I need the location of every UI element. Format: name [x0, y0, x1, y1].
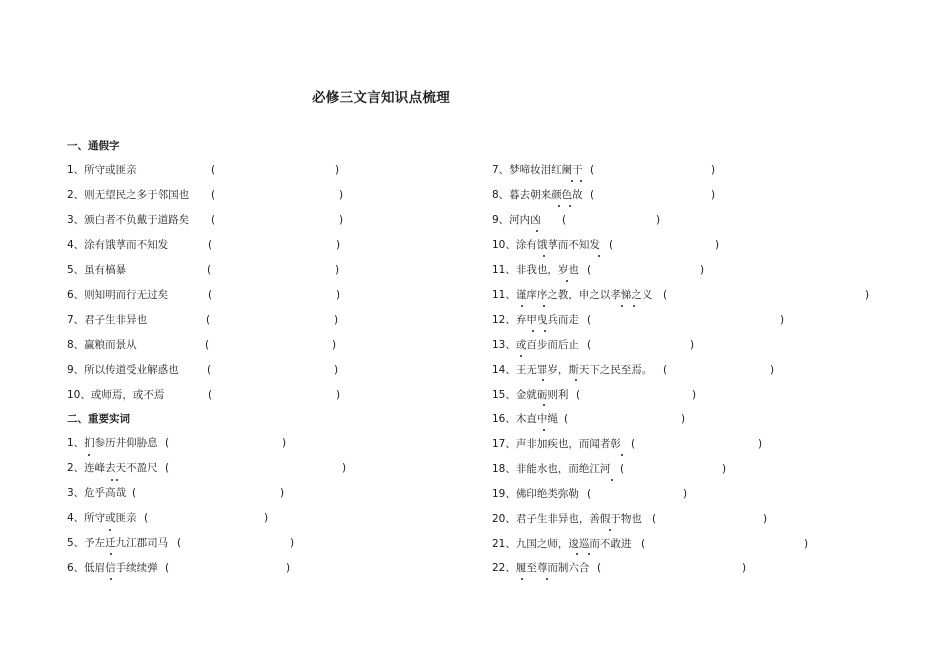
right-answer-open-paren: ( [564, 413, 569, 425]
emphasis-dot [532, 330, 534, 332]
right-item-text: 11、谨庠序之教，申之以孝悌之义 [492, 289, 653, 301]
left-answer-close-paren: ) [336, 239, 341, 251]
left-answer-open-paren: ( [177, 537, 182, 549]
left-answer-close-paren: ) [342, 462, 347, 474]
emphasis-dot [588, 553, 590, 555]
left-item-text: 9、所以传道受业解惑也 [67, 364, 179, 376]
right-item-text: 22、履至尊而制六合 [492, 562, 590, 574]
right-answer-open-paren: ( [620, 463, 625, 475]
right-answer-close-paren: ) [690, 339, 695, 351]
right-answer-open-paren: ( [652, 513, 657, 525]
emphasis-dot [544, 330, 546, 332]
emphasis-dot [621, 454, 623, 456]
left-item-text: 4、涂有饿莩而不知发 [67, 239, 169, 251]
left-answer-close-paren: ) [336, 289, 341, 301]
right-answer-open-paren: ( [597, 562, 602, 574]
right-answer-close-paren: ) [715, 239, 720, 251]
right-item-text: 14、王无罪岁，斯天下之民至焉。 [492, 364, 653, 376]
emphasis-dot [543, 255, 545, 257]
left-answer-open-paren: ( [205, 339, 210, 351]
left-answer-close-paren: ) [286, 562, 291, 574]
emphasis-dot [543, 429, 545, 431]
right-item-text: 11、非我也，岁也 [492, 264, 579, 276]
left-item-text: 7、君子生非异也 [67, 314, 148, 326]
right-item-text: 20、君子生非异也，善假于物也 [492, 513, 642, 525]
right-answer-open-paren: ( [587, 339, 592, 351]
emphasis-dot [611, 479, 613, 481]
emphasis-dot [580, 180, 582, 182]
right-answer-close-paren: ) [722, 463, 727, 475]
emphasis-dot [571, 180, 573, 182]
right-answer-open-paren: ( [562, 214, 567, 226]
emphasis-dot [575, 379, 577, 381]
right-answer-close-paren: ) [692, 389, 697, 401]
right-item-text: 13、或百步而后止 [492, 339, 579, 351]
emphasis-dot [543, 305, 545, 307]
section-heading-shici: 二、重要实词 [67, 413, 130, 425]
left-answer-open-paren: ( [207, 364, 212, 376]
left-item-text: 6、低眉信手续续弹 [67, 562, 158, 574]
emphasis-dot [521, 305, 523, 307]
left-answer-close-paren: ) [282, 437, 287, 449]
emphasis-dot [536, 230, 538, 232]
emphasis-dot [566, 280, 568, 282]
emphasis-dot [569, 205, 571, 207]
right-answer-close-paren: ) [656, 214, 661, 226]
right-item-text: 12、弃甲曳兵而走 [492, 314, 579, 326]
left-answer-open-paren: ( [208, 389, 213, 401]
left-item-text: 2、连峰去天不盈尺 [67, 462, 158, 474]
left-item-text: 6、则知明而行无过矣 [67, 289, 169, 301]
left-answer-open-paren: ( [132, 487, 137, 499]
right-answer-open-paren: ( [587, 314, 592, 326]
emphasis-dot [543, 404, 545, 406]
left-answer-open-paren: ( [144, 512, 149, 524]
emphasis-dot [598, 255, 600, 257]
left-item-text: 10、或师焉，或不焉 [67, 389, 165, 401]
right-item-text: 15、金就砺则利 [492, 389, 569, 401]
right-item-text: 19、佛印绝类弥勒 [492, 488, 579, 500]
left-answer-open-paren: ( [165, 437, 170, 449]
left-answer-close-paren: ) [335, 164, 340, 176]
left-answer-close-paren: ) [280, 487, 285, 499]
right-answer-close-paren: ) [804, 538, 809, 550]
emphasis-dot [109, 529, 111, 531]
right-answer-close-paren: ) [742, 562, 747, 574]
right-answer-open-paren: ( [663, 364, 668, 376]
emphasis-dot [111, 479, 113, 481]
right-answer-close-paren: ) [711, 189, 716, 201]
emphasis-dot [576, 553, 578, 555]
left-answer-open-paren: ( [211, 164, 216, 176]
right-item-text: 16、木直中绳 [492, 413, 558, 425]
left-answer-close-paren: ) [264, 512, 269, 524]
right-answer-open-paren: ( [587, 264, 592, 276]
section-heading-tongjia: 一、通假字 [67, 140, 120, 152]
left-answer-close-paren: ) [335, 264, 340, 276]
left-item-text: 2、则无望民之多于邻国也 [67, 189, 190, 201]
right-answer-close-paren: ) [780, 314, 785, 326]
right-answer-open-paren: ( [641, 538, 646, 550]
left-answer-close-paren: ) [339, 189, 344, 201]
left-item-text: 8、赢粮而景从 [67, 339, 137, 351]
left-answer-open-paren: ( [165, 562, 170, 574]
right-answer-close-paren: ) [711, 164, 716, 176]
emphasis-dot [521, 578, 523, 580]
right-item-text: 18、非能水也，而绝江河 [492, 463, 611, 475]
left-answer-open-paren: ( [165, 462, 170, 474]
left-answer-open-paren: ( [208, 289, 213, 301]
left-item-text: 3、颁白者不负戴于道路矣 [67, 214, 190, 226]
emphasis-dot [88, 454, 90, 456]
left-item-text: 4、所守或匪亲 [67, 512, 137, 524]
right-answer-open-paren: ( [609, 239, 614, 251]
right-answer-close-paren: ) [700, 264, 705, 276]
left-item-text: 5、虽有槁暴 [67, 264, 127, 276]
left-answer-close-paren: ) [290, 537, 295, 549]
right-item-text: 8、暮去朝来颜色故 [492, 189, 583, 201]
left-item-text: 1、扪参历井仰胁息 [67, 437, 158, 449]
emphasis-dot [542, 379, 544, 381]
left-answer-open-paren: ( [207, 264, 212, 276]
left-answer-close-paren: ) [339, 214, 344, 226]
emphasis-dot [110, 553, 112, 555]
left-answer-open-paren: ( [206, 314, 211, 326]
right-item-text: 17、声非加疾也，而闻者彰 [492, 438, 621, 450]
right-item-text: 9、河内凶 [492, 214, 541, 226]
right-item-text: 21、九国之师，逡巡而不敢进 [492, 538, 632, 550]
left-answer-open-paren: ( [208, 239, 213, 251]
emphasis-dot [520, 355, 522, 357]
right-answer-close-paren: ) [681, 413, 686, 425]
emphasis-dot [546, 578, 548, 580]
right-answer-open-paren: ( [590, 189, 595, 201]
right-item-text: 10、涂有饿莩而不知发 [492, 239, 600, 251]
right-answer-close-paren: ) [770, 364, 775, 376]
left-answer-open-paren: ( [211, 214, 216, 226]
right-answer-open-paren: ( [663, 289, 668, 301]
right-answer-open-paren: ( [590, 164, 595, 176]
left-answer-close-paren: ) [336, 389, 341, 401]
left-item-text: 1、所守或匪亲 [67, 164, 137, 176]
right-item-text: 7、梦啼妆泪红阑干 [492, 164, 583, 176]
right-answer-open-paren: ( [587, 488, 592, 500]
right-answer-close-paren: ) [763, 513, 768, 525]
emphasis-dot [116, 479, 118, 481]
right-answer-open-paren: ( [576, 389, 581, 401]
page-title: 必修三文言知识点梳理 [312, 90, 450, 106]
emphasis-dot [609, 529, 611, 531]
left-answer-close-paren: ) [334, 364, 339, 376]
right-answer-close-paren: ) [865, 289, 870, 301]
emphasis-dot [110, 578, 112, 580]
left-item-text: 3、危乎高哉 [67, 487, 127, 499]
emphasis-dot [558, 205, 560, 207]
right-answer-close-paren: ) [683, 488, 688, 500]
right-answer-open-paren: ( [631, 438, 636, 450]
emphasis-dot [621, 305, 623, 307]
right-answer-close-paren: ) [758, 438, 763, 450]
left-answer-close-paren: ) [334, 314, 339, 326]
emphasis-dot [633, 305, 635, 307]
left-answer-close-paren: ) [332, 339, 337, 351]
left-item-text: 5、予左迁九江郡司马 [67, 537, 169, 549]
left-answer-open-paren: ( [211, 189, 216, 201]
